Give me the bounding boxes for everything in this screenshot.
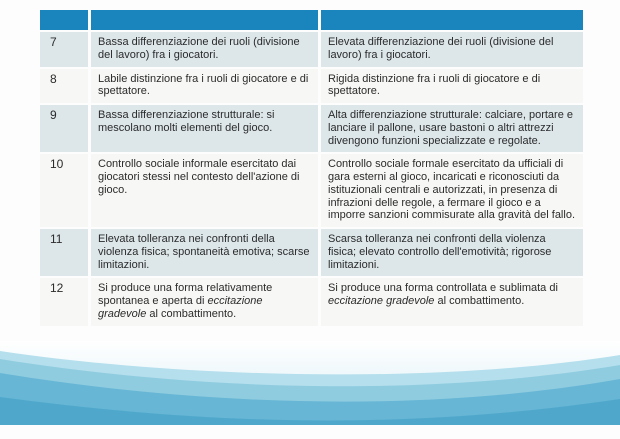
- row-left-cell: Si produce una forma relativamente spontanea e aperta di eccitazione gradevole al combattimento.: [91, 278, 318, 325]
- row-right-cell: Rigida distinzione fra i ruoli di giocatore e di spettatore.: [321, 69, 583, 104]
- row-left-cell: Bassa differenziazione dei ruoli (divisione del lavoro) fra i giocatori.: [91, 32, 318, 67]
- footer-wave-decoration: [0, 341, 620, 425]
- row-right-cell: Elevata differenziazione dei ruoli (divisione del lavoro) fra i giocatori.: [321, 32, 583, 67]
- row-right-cell: Alta differenziazione strutturale: calciare, portare e lanciare il pallone, usare bastoni o altri attrezzi divengono funzioni specializzate e regolate.: [321, 105, 583, 152]
- row-left-cell: Bassa differenziazione strutturale: si mescolano molti elementi del gioco.: [91, 105, 318, 152]
- row-number-cell: 7: [40, 32, 88, 67]
- table-header-cell-left: [91, 10, 318, 30]
- row-number-cell: 9: [40, 105, 88, 152]
- row-number-cell: 11: [40, 229, 88, 276]
- row-number-cell: 12: [40, 278, 88, 325]
- row-right-cell: Si produce una forma controllata e sublimata di eccitazione gradevole al combattimento.: [321, 278, 583, 325]
- row-right-cell: Controllo sociale formale esercitato da ufficiali di gara esterni al gioco, incaricati e riconosciuti da istituzionali centrali e autorizzati, in presenza di infrazioni delle regole, a fermare il gioco e a imporre sanzioni commisurate alla gravità del fallo.: [321, 154, 583, 227]
- row-left-cell: Elevata tolleranza nei confronti della violenza fisica; spontaneità emotiva; scarse limitazioni.: [91, 229, 318, 276]
- table-header-cell-number: [40, 10, 88, 30]
- row-right-cell: Scarsa tolleranza nei confronti della violenza fisica; elevato controllo dell'emotività; rigorose limitazioni.: [321, 229, 583, 276]
- row-left-cell: Controllo sociale informale esercitato dai giocatori stessi nel contesto dell'azione di gioco.: [91, 154, 318, 227]
- row-number-cell: 8: [40, 69, 88, 104]
- table-header-cell-right: [321, 10, 583, 30]
- row-number-cell: 10: [40, 154, 88, 227]
- row-left-cell: Labile distinzione fra i ruoli di giocatore e di spettatore.: [91, 69, 318, 104]
- comparison-table: [40, 10, 583, 326]
